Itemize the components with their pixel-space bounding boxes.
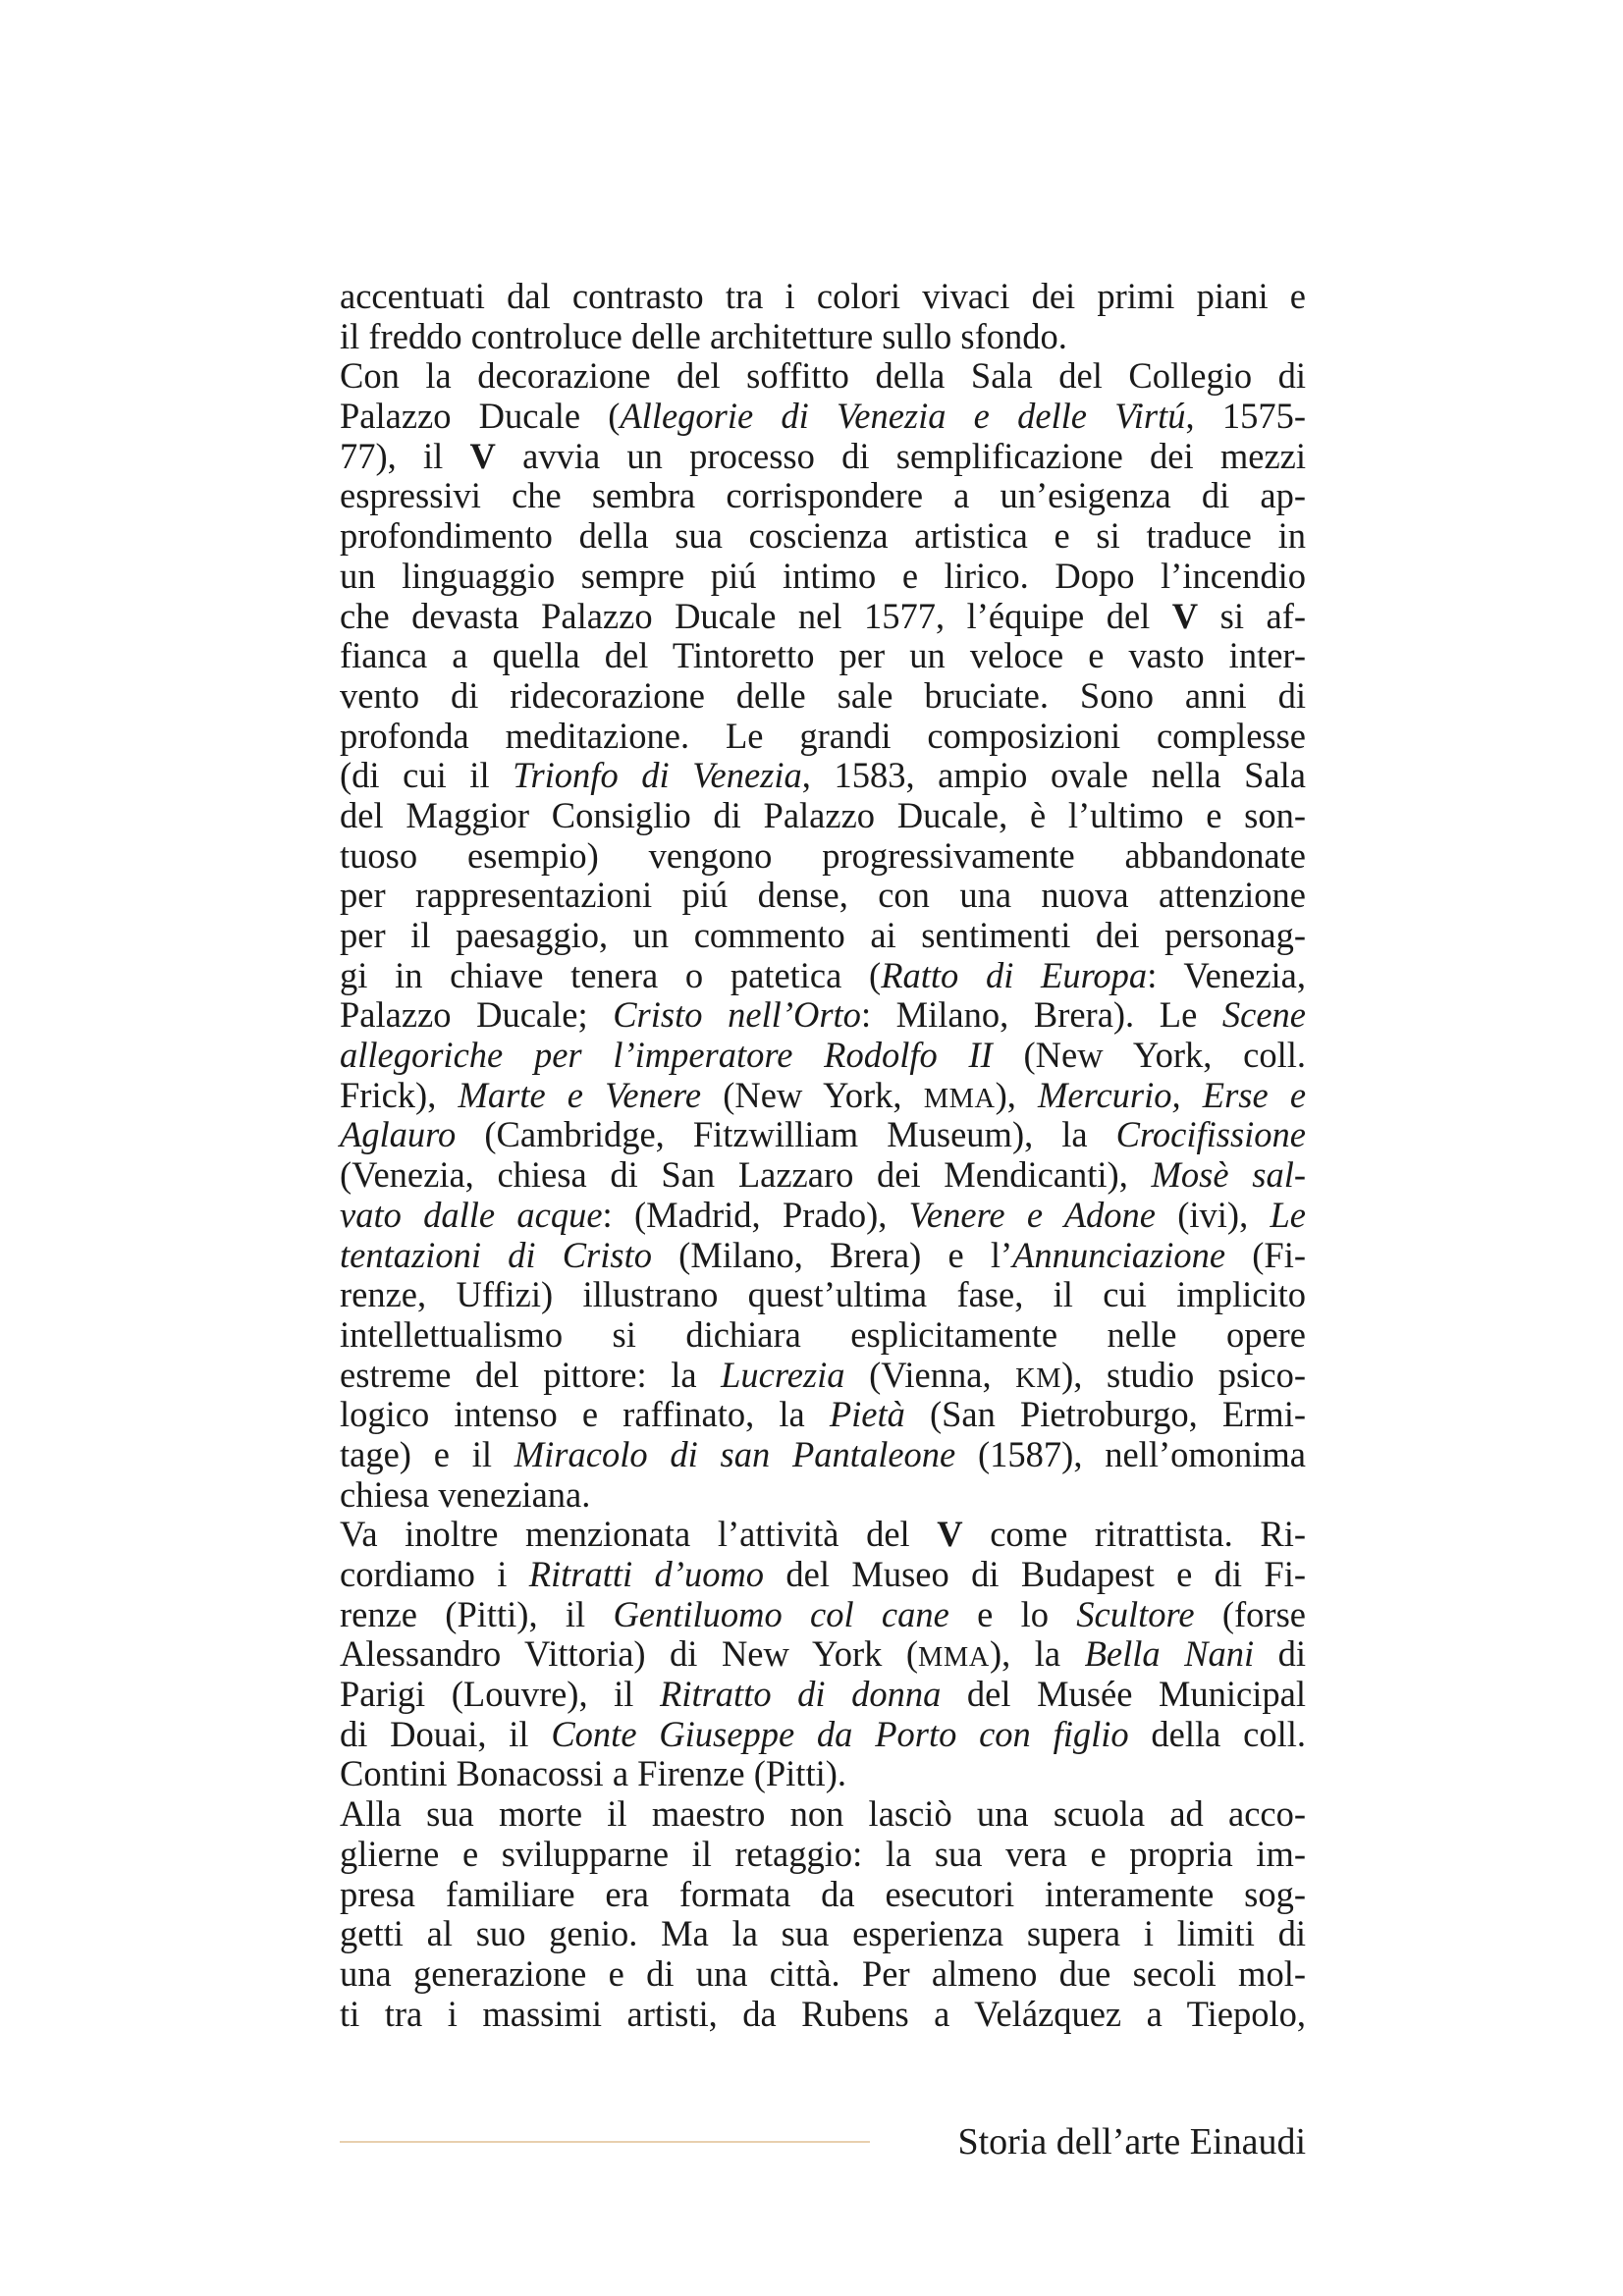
text-span: renze, Uffizi) illustrano quest’ultima fase, il cui implicito: [340, 1274, 1306, 1315]
italic-title: vato dalle acque: [340, 1194, 603, 1235]
text-span: espressivi che sembra corrispondere a un’esigenza di ap-: [340, 475, 1306, 516]
text-span: come ritrattista. Ri-: [962, 1514, 1306, 1555]
bold-initial: V: [937, 1514, 963, 1555]
italic-title: Scultore: [1076, 1593, 1195, 1634]
text-span: di: [1254, 1633, 1307, 1675]
text-span: (New York,: [701, 1074, 924, 1115]
text-span: Palazzo Ducale (: [340, 396, 621, 437]
text-line: [340, 1115, 1306, 1155]
text-span: (forse: [1194, 1593, 1306, 1634]
text-line: [340, 1914, 1306, 1954]
text-span: un linguaggio sempre piú intimo e lirico. Dopo l’incendio: [340, 555, 1306, 596]
italic-title: Venere e Adone: [908, 1194, 1156, 1235]
text-span: Palazzo Ducale;: [340, 994, 614, 1036]
italic-title: Annunciazione: [1012, 1234, 1226, 1275]
text-span: profonda meditazione. Le grandi composizioni complesse: [340, 715, 1306, 756]
text-line: [340, 1196, 1306, 1236]
text-span: renze (Pitti), il: [340, 1593, 614, 1634]
text-line: [340, 1515, 1306, 1555]
text-line: [340, 636, 1306, 676]
text-span: glierne e svilupparne il retaggio: la sua vera e propria im-: [340, 1833, 1306, 1874]
text-line: [340, 1315, 1306, 1356]
italic-title: Gentiluomo col cane: [613, 1593, 949, 1634]
text-span: del Museo di Budapest e di Fi-: [764, 1554, 1307, 1594]
text-line: [340, 1036, 1306, 1076]
text-line: [340, 356, 1306, 397]
small-caps-abbrev: MMA: [923, 1083, 996, 1114]
text-line: [340, 557, 1306, 597]
text-span: (Venezia, chiesa di San Lazzaro dei Mendicanti),: [340, 1154, 1152, 1196]
text-span: cordiamo i: [340, 1554, 529, 1594]
text-span: (Vienna,: [844, 1354, 1016, 1395]
italic-title: Marte e Venere: [458, 1074, 702, 1115]
text-span: : Milano, Brera). Le: [860, 994, 1222, 1036]
text-line: [340, 437, 1306, 477]
text-span: tage) e il: [340, 1433, 514, 1474]
text-span: del Musée Municipal: [941, 1674, 1306, 1715]
text-span: estreme del pittore: la: [340, 1354, 722, 1395]
italic-title: Scene: [1221, 994, 1306, 1036]
italic-title: allegoriche per l’imperatore Rodolfo II: [340, 1035, 993, 1076]
text-span: del Maggior Consiglio di Palazzo Ducale, è l’ultimo e son-: [340, 794, 1306, 835]
text-line: [340, 277, 1306, 317]
text-line: [340, 1835, 1306, 1875]
italic-title: Mosè sal-: [1151, 1154, 1306, 1196]
text-line: [340, 1395, 1306, 1435]
text-span: 77), il: [340, 435, 470, 476]
text-line: [340, 1595, 1306, 1635]
text-span: di Douai, il: [340, 1713, 552, 1754]
italic-title: Ritratto di donna: [660, 1674, 942, 1715]
text-line: [340, 1236, 1306, 1276]
text-span: della coll.: [1128, 1713, 1306, 1754]
text-line: [340, 317, 1306, 357]
text-line: [340, 1715, 1306, 1755]
text-span: (Fi-: [1225, 1234, 1306, 1275]
text-span: si af-: [1198, 595, 1306, 636]
text-span: ), la: [989, 1633, 1085, 1675]
text-span: , 1575-: [1185, 396, 1307, 437]
italic-title: Mercurio, Erse e: [1038, 1074, 1307, 1115]
text-span: ti tra i massimi artisti, da Rubens a Velázquez a Tiepolo,: [340, 1993, 1306, 2034]
text-span: Va inoltre menzionata l’attività del: [340, 1514, 938, 1555]
text-line: [340, 956, 1306, 996]
italic-title: Trionfo di Venezia: [513, 755, 802, 796]
italic-title: Aglauro: [340, 1114, 457, 1155]
italic-title: Allegorie di Venezia e delle Virtú: [620, 396, 1186, 437]
italic-title: Ratto di Europa: [881, 954, 1148, 995]
text-span: Contini Bonacossi a Firenze (Pitti).: [340, 1753, 847, 1794]
text-span: e lo: [948, 1593, 1077, 1634]
text-span: : Venezia,: [1147, 954, 1306, 995]
text-line: [340, 397, 1306, 437]
text-span: (San Pietroburgo, Ermi-: [904, 1394, 1306, 1435]
italic-title: Bella Nani: [1084, 1633, 1255, 1675]
text-span: fianca a quella del Tintoretto per un veloce e vasto inter-: [340, 635, 1306, 676]
italic-title: Miracolo di san Pantaleone: [514, 1433, 956, 1474]
text-line: [340, 876, 1306, 916]
text-line: [340, 476, 1306, 516]
text-span: tuoso esempio) vengono progressivamente abbandonate: [340, 834, 1306, 876]
text-line: [340, 717, 1306, 757]
text-span: avvia un processo di semplificazione dei mezzi: [495, 435, 1307, 476]
text-line: [340, 1076, 1306, 1116]
text-span: Alla sua morte il maestro non lasciò una scuola ad acco-: [340, 1793, 1306, 1835]
text-span: che devasta Palazzo Ducale nel 1577, l’équipe del: [340, 595, 1172, 636]
italic-title: Pietà: [829, 1394, 905, 1435]
text-span: (Cambridge, Fitzwilliam Museum), la: [456, 1114, 1116, 1155]
text-span: Parigi (Louvre), il: [340, 1674, 661, 1715]
small-caps-abbrev: KM: [1015, 1362, 1062, 1394]
text-line: [340, 1675, 1306, 1715]
text-line: [340, 1995, 1306, 2035]
text-span: ), studio psico-: [1061, 1354, 1307, 1395]
text-line: [340, 836, 1306, 877]
text-span: Con la decorazione del soffitto della Sala del Collegio di: [340, 355, 1306, 397]
italic-title: Cristo nell’Orto: [613, 994, 861, 1036]
body-text: [340, 277, 1306, 2034]
italic-title: Le: [1270, 1194, 1306, 1235]
text-line: [340, 916, 1306, 956]
text-span: (ivi),: [1155, 1194, 1271, 1235]
text-span: per il paesaggio, un commento ai sentimenti dei personag-: [340, 915, 1306, 955]
italic-title: Ritratti d’uomo: [528, 1554, 765, 1594]
bold-initial: V: [469, 435, 496, 476]
text-line: [340, 796, 1306, 836]
italic-title: tentazioni di Cristo: [340, 1234, 652, 1275]
text-span: logico intenso e raffinato, la: [340, 1394, 830, 1435]
text-span: vento di ridecorazione delle sale bruciate. Sono anni di: [340, 674, 1306, 716]
text-span: chiesa veneziana.: [340, 1473, 591, 1515]
footer-rule: [340, 2141, 870, 2143]
text-line: [340, 1555, 1306, 1595]
text-span: getti al suo genio. Ma la sua esperienza supera i limiti di: [340, 1913, 1306, 1954]
text-line: [340, 1754, 1306, 1794]
text-span: (Milano, Brera) e l’: [652, 1234, 1013, 1275]
text-span: ),: [995, 1074, 1039, 1115]
italic-title: Lucrezia: [721, 1354, 845, 1395]
text-span: profondimento della sua coscienza artistica e si traduce in: [340, 515, 1306, 557]
text-span: , 1583, ampio ovale nella Sala: [801, 755, 1306, 796]
text-line: [340, 597, 1306, 637]
text-line: [340, 1954, 1306, 1995]
text-span: Alessandro Vittoria) di New York (: [340, 1633, 919, 1675]
text-line: [340, 676, 1306, 717]
text-span: : (Madrid, Prado),: [602, 1194, 909, 1235]
text-line: [340, 1356, 1306, 1396]
text-line: [340, 1435, 1306, 1475]
text-line: [340, 1275, 1306, 1315]
text-span: gi in chiave tenera o patetica (: [340, 954, 882, 995]
text-line: [340, 995, 1306, 1036]
bold-initial: V: [1171, 595, 1199, 636]
footer-title: Storia dell’arte Einaudi: [957, 2121, 1306, 2163]
text-line: [340, 756, 1306, 796]
text-line: [340, 1875, 1306, 1915]
text-span: (New York, coll.: [992, 1035, 1306, 1076]
text-span: Frick),: [340, 1074, 459, 1115]
text-span: una generazione e di una città. Per almeno due secoli mol-: [340, 1952, 1306, 1994]
text-span: per rappresentazioni piú dense, con una nuova attenzione: [340, 875, 1306, 916]
italic-title: Conte Giuseppe da Porto con figlio: [551, 1713, 1129, 1754]
text-span: (di cui il: [340, 755, 514, 796]
text-span: intellettualismo si dichiara esplicitamente nelle opere: [340, 1313, 1306, 1355]
small-caps-abbrev: MMA: [918, 1642, 990, 1674]
text-line: [340, 1155, 1306, 1196]
text-line: [340, 1475, 1306, 1516]
page-footer: [340, 2115, 1306, 2168]
text-span: il freddo controluce delle architetture sullo sfondo.: [340, 315, 1067, 356]
text-line: [340, 516, 1306, 557]
text-span: (1587), nell’omonima: [955, 1433, 1306, 1474]
text-line: [340, 1794, 1306, 1835]
italic-title: Crocifissione: [1115, 1114, 1306, 1155]
text-span: accentuati dal contrasto tra i colori vivaci dei primi piani e: [340, 276, 1306, 316]
text-line: [340, 1634, 1306, 1675]
text-span: presa familiare era formata da esecutori interamente sog-: [340, 1873, 1306, 1914]
